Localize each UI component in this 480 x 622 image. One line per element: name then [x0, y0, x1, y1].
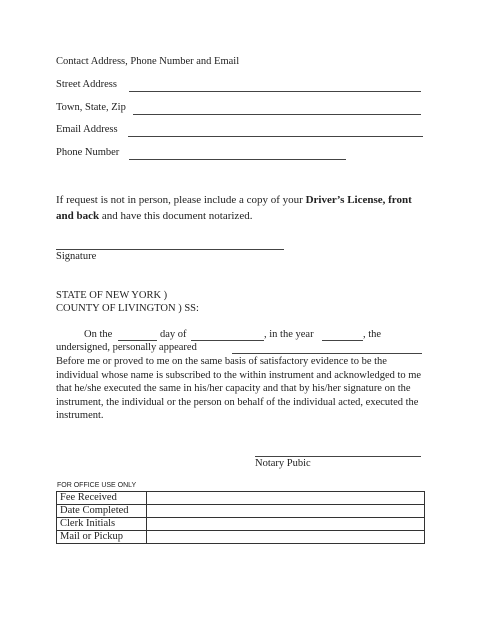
- signature-line[interactable]: [56, 249, 284, 250]
- office-use-heading: FOR OFFICE USE ONLY: [57, 482, 137, 489]
- phone-number-label: Phone Number: [56, 147, 120, 158]
- state-line: STATE OF NEW YORK ): [56, 290, 168, 301]
- date-completed-label: Date Completed: [57, 505, 147, 518]
- appeared-name-field[interactable]: [232, 353, 422, 354]
- mail-or-pickup-value[interactable]: [147, 531, 425, 544]
- year-field[interactable]: [322, 340, 363, 341]
- the-text: , the: [363, 329, 382, 340]
- table-row: [57, 531, 425, 544]
- office-use-table: [56, 491, 425, 544]
- request-bold-text: Driver’s License, front and back: [56, 194, 412, 222]
- email-address-label: Email Address: [56, 124, 118, 135]
- acknowledgment-body: Before me or proved to me on the same basis of satisfactory evidence to be the individual whose name is subscribed to the within instrument and acknowledged to me that he/she executed the same in his/her capacity and that by his/her signature on the instrument, the individual or the person on behalf of the individual acted, executed the instrument.: [56, 356, 422, 422]
- town-state-zip-field[interactable]: [133, 114, 421, 115]
- on-the-text: On the: [84, 329, 113, 340]
- signature-label: Signature: [56, 251, 97, 262]
- table-row: [57, 505, 425, 518]
- phone-number-field[interactable]: [129, 159, 346, 160]
- town-state-zip-label: Town, State, Zip: [56, 102, 126, 113]
- table-row: [57, 518, 425, 531]
- street-address-field[interactable]: [129, 91, 421, 92]
- personally-appeared-text: undersigned, personally appeared: [56, 342, 197, 353]
- clerk-initials-value[interactable]: [147, 518, 425, 531]
- in-the-year-text: , in the year: [264, 329, 314, 340]
- day-of-text: day of: [160, 329, 187, 340]
- clerk-initials-label: Clerk Initials: [57, 518, 147, 531]
- request-text-after: and have this document notarized.: [99, 210, 253, 222]
- day-number-field[interactable]: [118, 340, 157, 341]
- notary-label: Notary Pubic: [255, 458, 311, 469]
- street-address-label: Street Address: [56, 79, 117, 90]
- request-notice: [56, 192, 424, 224]
- fee-received-label: Fee Received: [57, 492, 147, 505]
- mail-or-pickup-label: Mail or Pickup: [57, 531, 147, 544]
- email-address-field[interactable]: [128, 136, 423, 137]
- contact-heading: Contact Address, Phone Number and Email: [56, 56, 240, 67]
- county-line: COUNTY OF LIVINGTON ) SS:: [56, 303, 199, 314]
- fee-received-value[interactable]: [147, 492, 425, 505]
- request-text-before: If request is not in person, please include a copy of your: [56, 194, 306, 206]
- date-completed-value[interactable]: [147, 505, 425, 518]
- month-field[interactable]: [191, 340, 264, 341]
- table-row: [57, 492, 425, 505]
- notary-signature-line[interactable]: [255, 456, 421, 457]
